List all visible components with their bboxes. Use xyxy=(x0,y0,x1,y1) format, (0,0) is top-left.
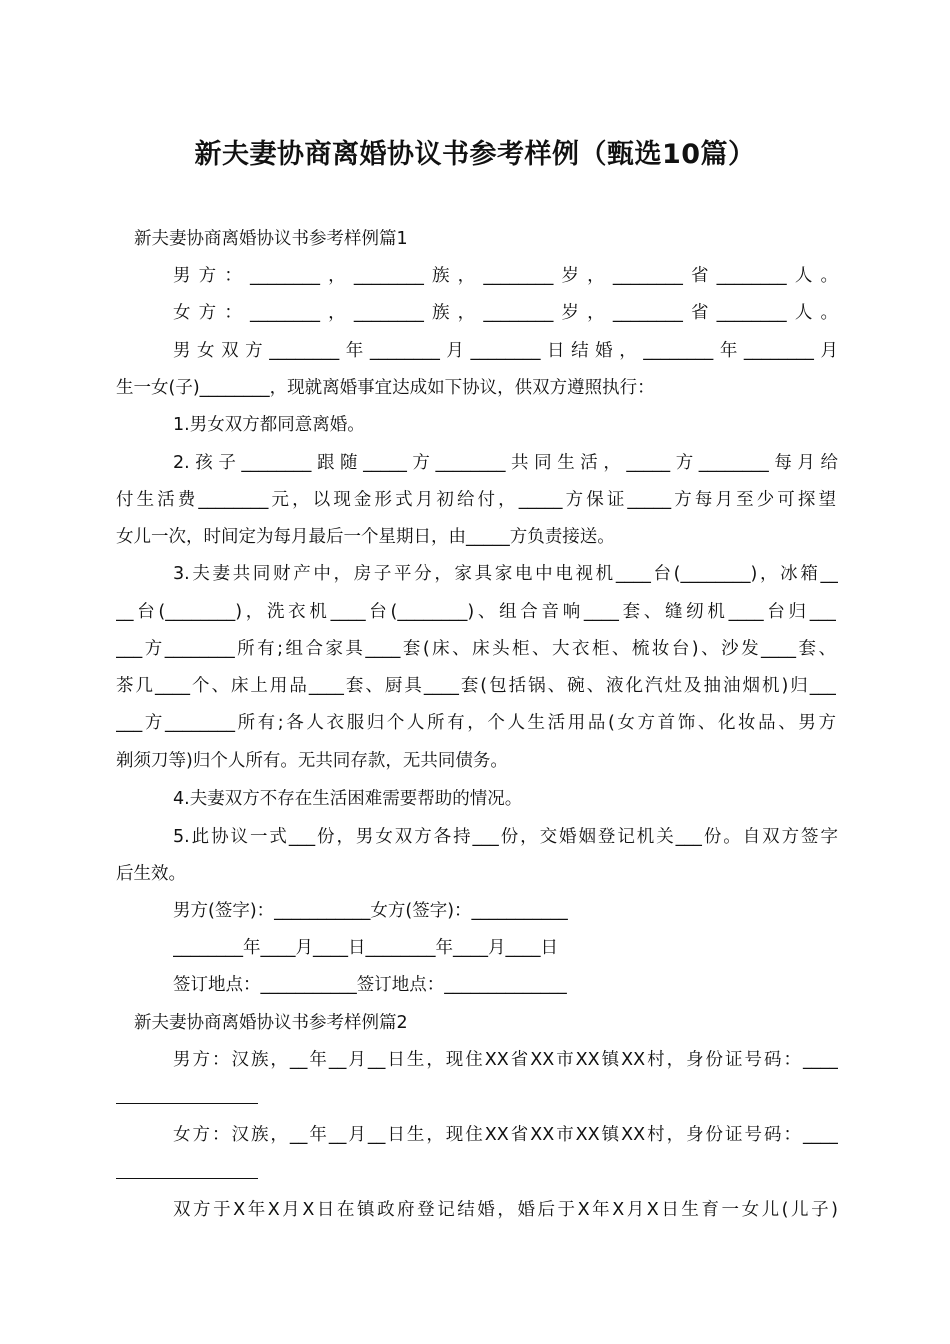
paragraph-line: 男方：________，________族，________岁，________省________人。 xyxy=(173,266,838,286)
paragraph-line: 1.男女双方都同意离婚。 xyxy=(173,415,365,435)
blank-underline xyxy=(116,1103,258,1104)
document-title: 新夫妻协商离婚协议书参考样例（甄选10篇） xyxy=(194,139,756,170)
paragraph-line: 4.夫妻双方不存在生活困难需要帮助的情况。 xyxy=(173,789,523,809)
paragraph-line: 3.夫妻共同财产中，房子平分，家具家电中电视机____台(________)，冰箱__ xyxy=(173,564,838,584)
paragraph-line: 剃须刀等)归个人所有。无共同存款，无共同债务。 xyxy=(116,751,508,771)
location-line: 签订地点：___________签订地点：______________ xyxy=(173,975,567,995)
paragraph-line: 男方：汉族，__年__月__日生，现住XX省XX市XX镇XX村，身份证号码：____ xyxy=(173,1050,838,1070)
paragraph-line: 生一女(子)________，现就离婚事宜达成如下协议，供双方遵照执行： xyxy=(116,378,655,398)
paragraph-line: 女方：汉族，__年__月__日生，现住XX省XX市XX镇XX村，身份证号码：____ xyxy=(173,1125,838,1145)
paragraph-line: __台(________)，洗衣机____台(________)、组合音响____套、缝纫机____台归___ xyxy=(116,602,836,622)
paragraph-line: 女儿一次，时间定为每月最后一个星期日，由_____方负责接送。 xyxy=(116,527,615,547)
paragraph-line: ___方________所有;组合家具____套(床、床头柜、大衣柜、梳妆台)、沙发____套、 xyxy=(116,639,836,659)
date-line: ________年____月____日________年____月____日 xyxy=(173,938,558,958)
paragraph-line: 付生活费________元，以现金形式月初给付，_____方保证_____方每月至少可探望 xyxy=(116,490,836,510)
paragraph-line: 5.此协议一式___份，男女双方各持___份，交婚姻登记机关___份。自双方签字 xyxy=(173,827,838,847)
section-heading: 新夫妻协商离婚协议书参考样例篇1 xyxy=(134,229,408,249)
blank-underline xyxy=(116,1178,258,1179)
paragraph-line: 茶几____个、床上用品____套、厨具____套(包括锅、碗、液化汽灶及抽油烟机)归___ xyxy=(116,676,836,696)
paragraph-line: ___方________所有;各人衣服归个人所有，个人生活用品(女方首饰、化妆品、男方 xyxy=(116,713,836,733)
paragraph-line: 双方于X年X月X日在镇政府登记结婚，婚后于X年X月X日生育一女儿(儿子) xyxy=(173,1200,838,1220)
paragraph-line: 女方：________，________族，________岁，________省________人。 xyxy=(173,303,838,323)
paragraph-line: 2.孩子________跟随_____方________共同生活，_____方________每月给 xyxy=(173,453,838,473)
paragraph-line: 后生效。 xyxy=(116,864,186,884)
section-heading: 新夫妻协商离婚协议书参考样例篇2 xyxy=(134,1013,408,1033)
signature-line: 男方(签字)：___________女方(签字)：___________ xyxy=(173,901,568,921)
paragraph-line: 男女双方________年________月________日结婚，________年________月 xyxy=(173,341,838,361)
